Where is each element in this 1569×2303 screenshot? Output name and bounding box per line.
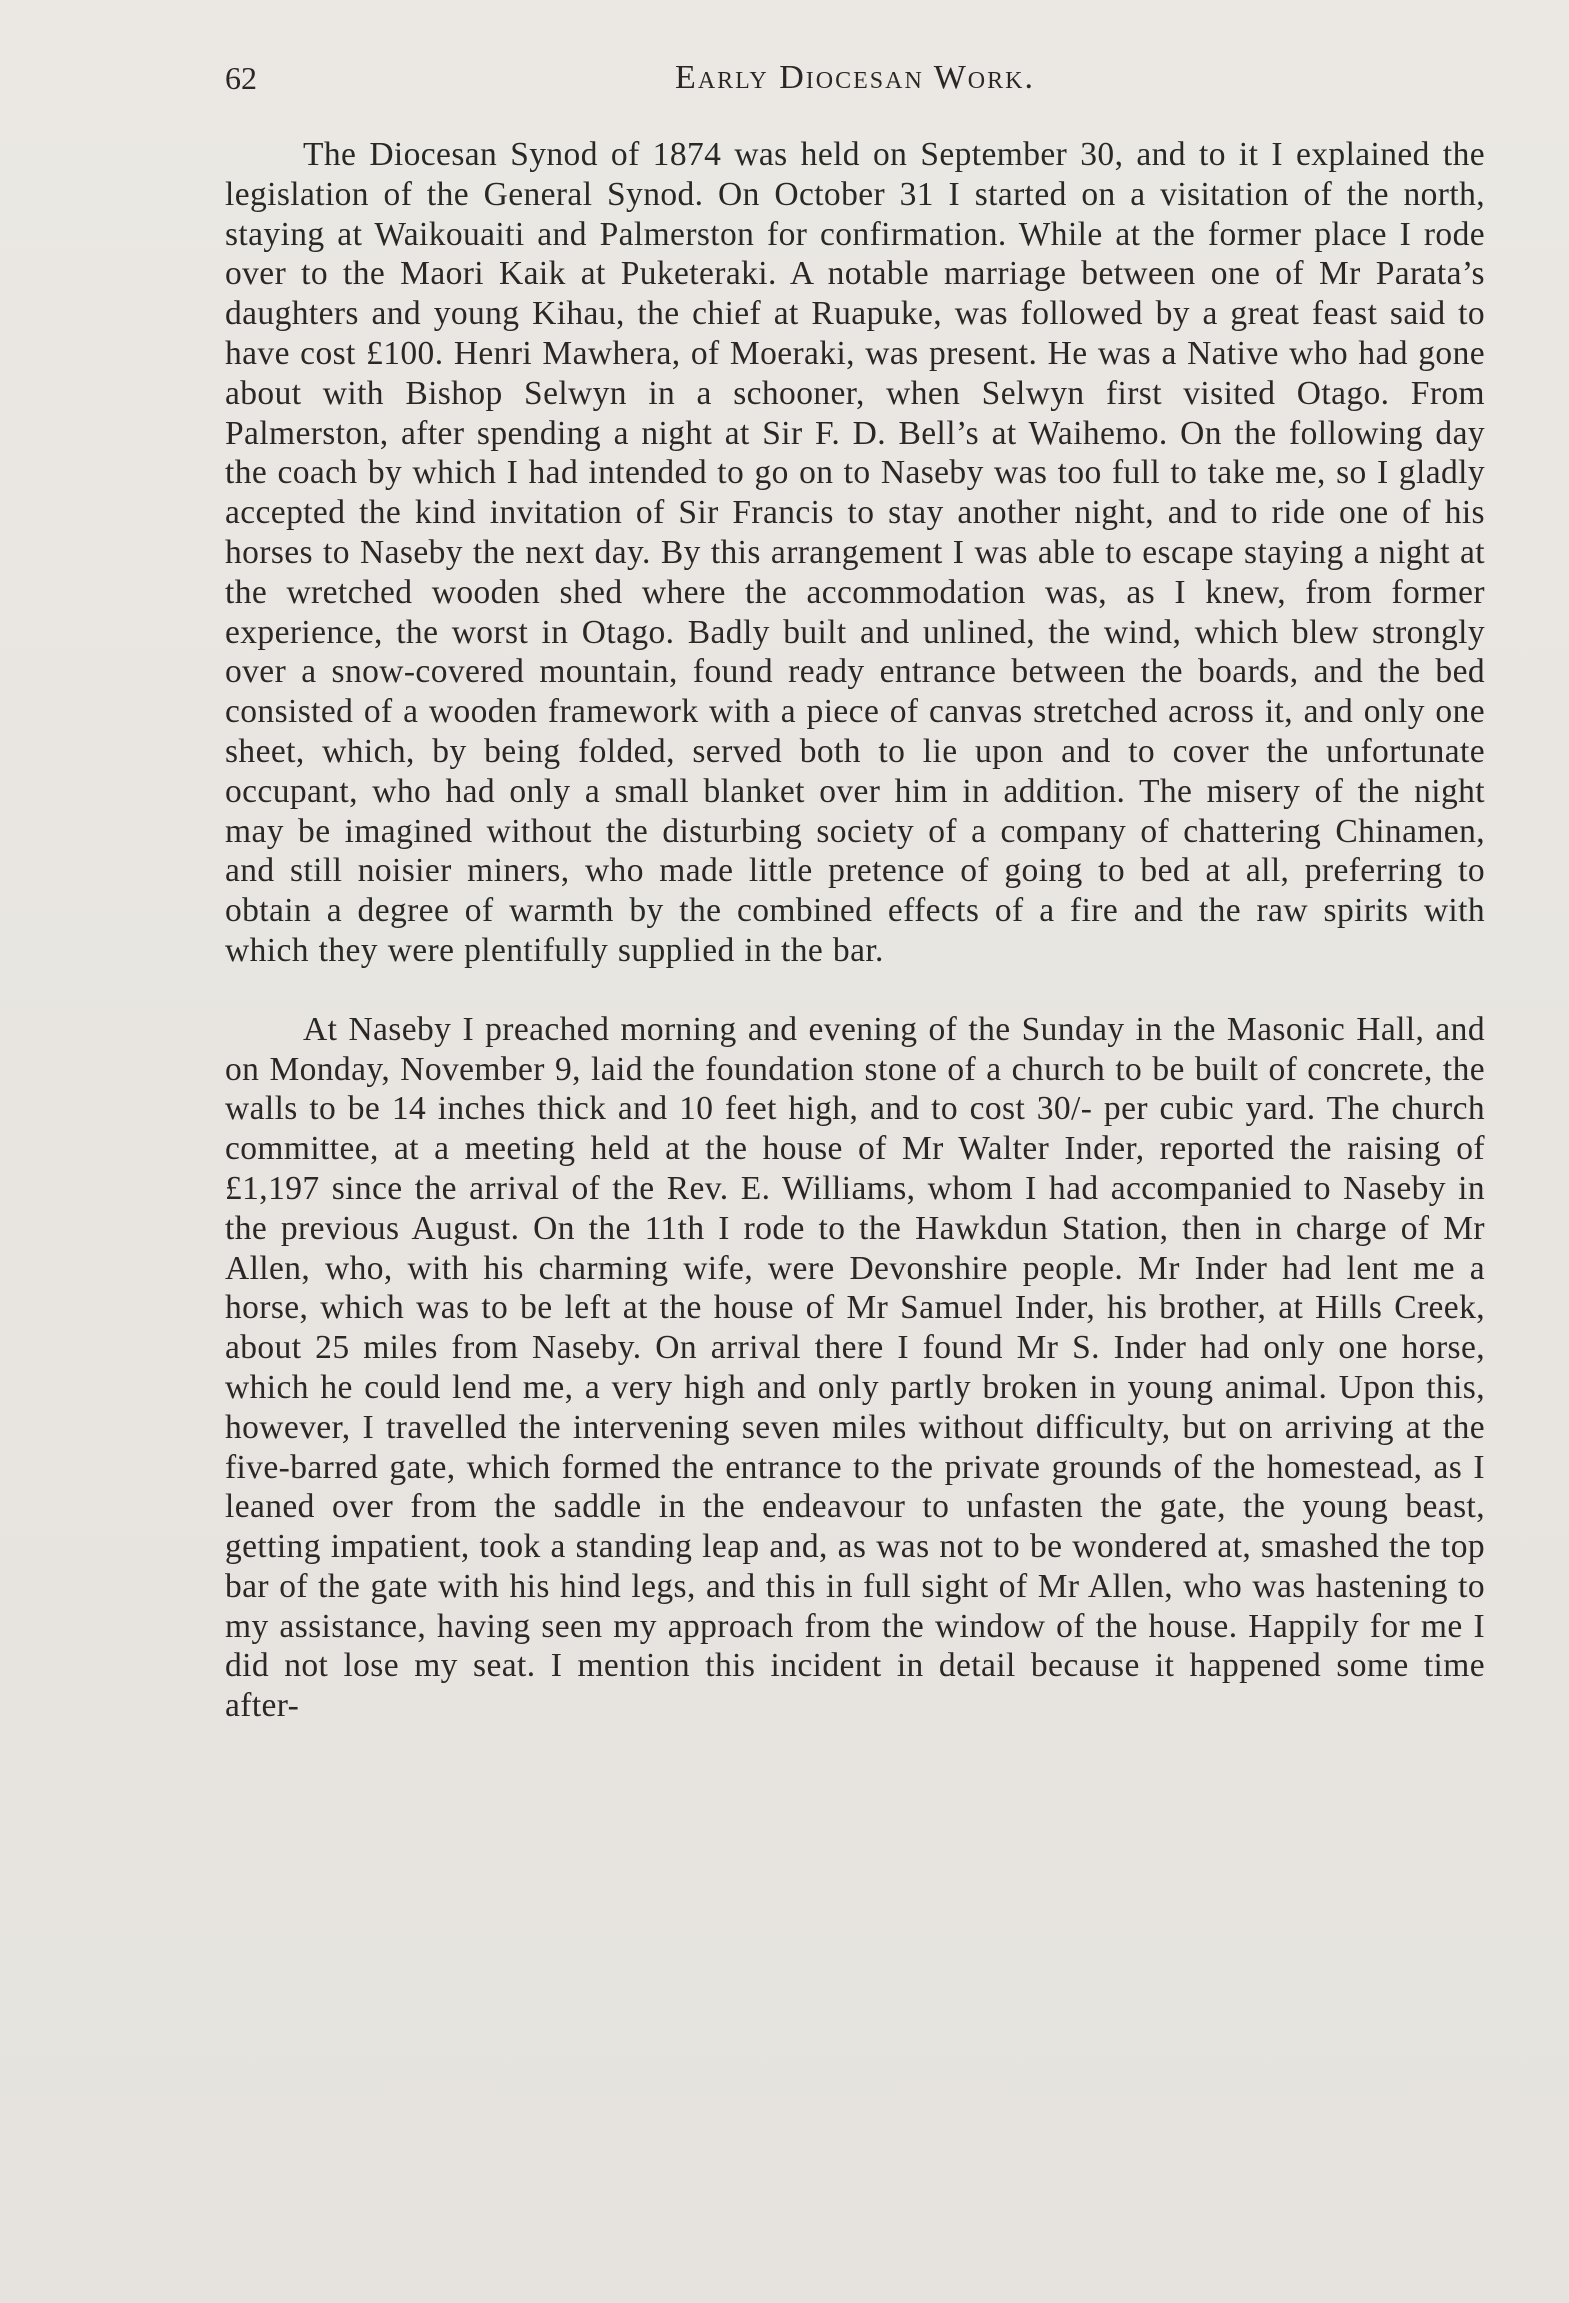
page-number: 62 [225,60,257,96]
paragraph-synod-visitation: The Diocesan Synod of 1874 was held on September 30, and to it I explained the legislation of the General Synod. On October 31 I started on a visitation of the north, staying at Waikouaiti and Palmerston for confirmation. While at the former place I rode over to the Maori Kaik at Puketeraki. A notable marriage between one of Mr Parata’s daughters and young Kihau, the chief at Ruapuke, was followed by a great feast said to have cost £100. Henri Mawhera, of Moeraki, was present. He was a Native who had gone about with Bishop Selwyn in a schooner, when Selwyn first visited Otago. From Palmerston, after spending a night at Sir F. D. Bell’s at Waihemo. On the following day the coach by which I had intended to go on to Naseby was too full to take me, so I gladly accepted the kind invitation of Sir Francis to stay another night, and to ride one of his horses to Naseby the next day. By this arrangement I was able to escape staying a night at the wretched wooden shed where the accommodation was, as I knew, from former experience, the worst in Otago. Badly built and unlined, the wind, which blew strongly over a snow-covered mountain, found ready entrance between the boards, and the bed consisted of a wooden framework with a piece of canvas stretched across it, and only one sheet, which, by being folded, served both to lie upon and to cover the unfortunate occupant, who had only a small blanket over him in addition. The misery of the night may be imagined without the disturbing society of a company of chattering Chinamen, and still noisier miners, who made little pretence of going to bed at all, preferring to obtain a degree of warmth by the combined effects of a fire and the raw spirits with which they were plentifully supplied in the bar. [225,136,1485,969]
paragraph-naseby: At Naseby I preached morning and evening of the Sunday in the Masonic Hall, and on Monday, November 9, laid the foundation stone of a church to be built of concrete, the walls to be 14 inches thick and 10 feet high, and to cost 30/- per cubic yard. The church committee, at a meeting held at the house of Mr Walter Inder, reported the raising of £1,197 since the arrival of the Rev. E. Williams, whom I had accompanied to Naseby in the previous August. On the 11th I rode to the Hawkdun Station, then in charge of Mr Allen, who, with his charming wife, were Devonshire people. Mr Inder had lent me a horse, which was to be left at the house of Mr Samuel Inder, his brother, at Hills Creek, about 25 miles from Naseby. On arrival there I found Mr S. Inder had only one horse, which he could lend me, a very high and only partly broken in young animal. Upon this, however, I travelled the intervening seven miles without difficulty, but on arriving at the five-barred gate, which formed the entrance to the private grounds of the homestead, as I leaned over from the saddle in the endeavour to unfasten the gate, the young beast, getting impatient, took a standing leap and, as was not to be wondered at, smashed the top bar of the gate with his hind legs, and this in full sight of Mr Allen, who was hastening to my assistance, having seen my approach from the window of the house. Happily for me I did not lose my seat. I mention this incident in detail because it happened some time after- [225,1010,1485,1725]
running-title: Early Diocesan Work. [675,59,1035,96]
body-text [225,135,1485,1726]
page-header [225,56,1485,100]
